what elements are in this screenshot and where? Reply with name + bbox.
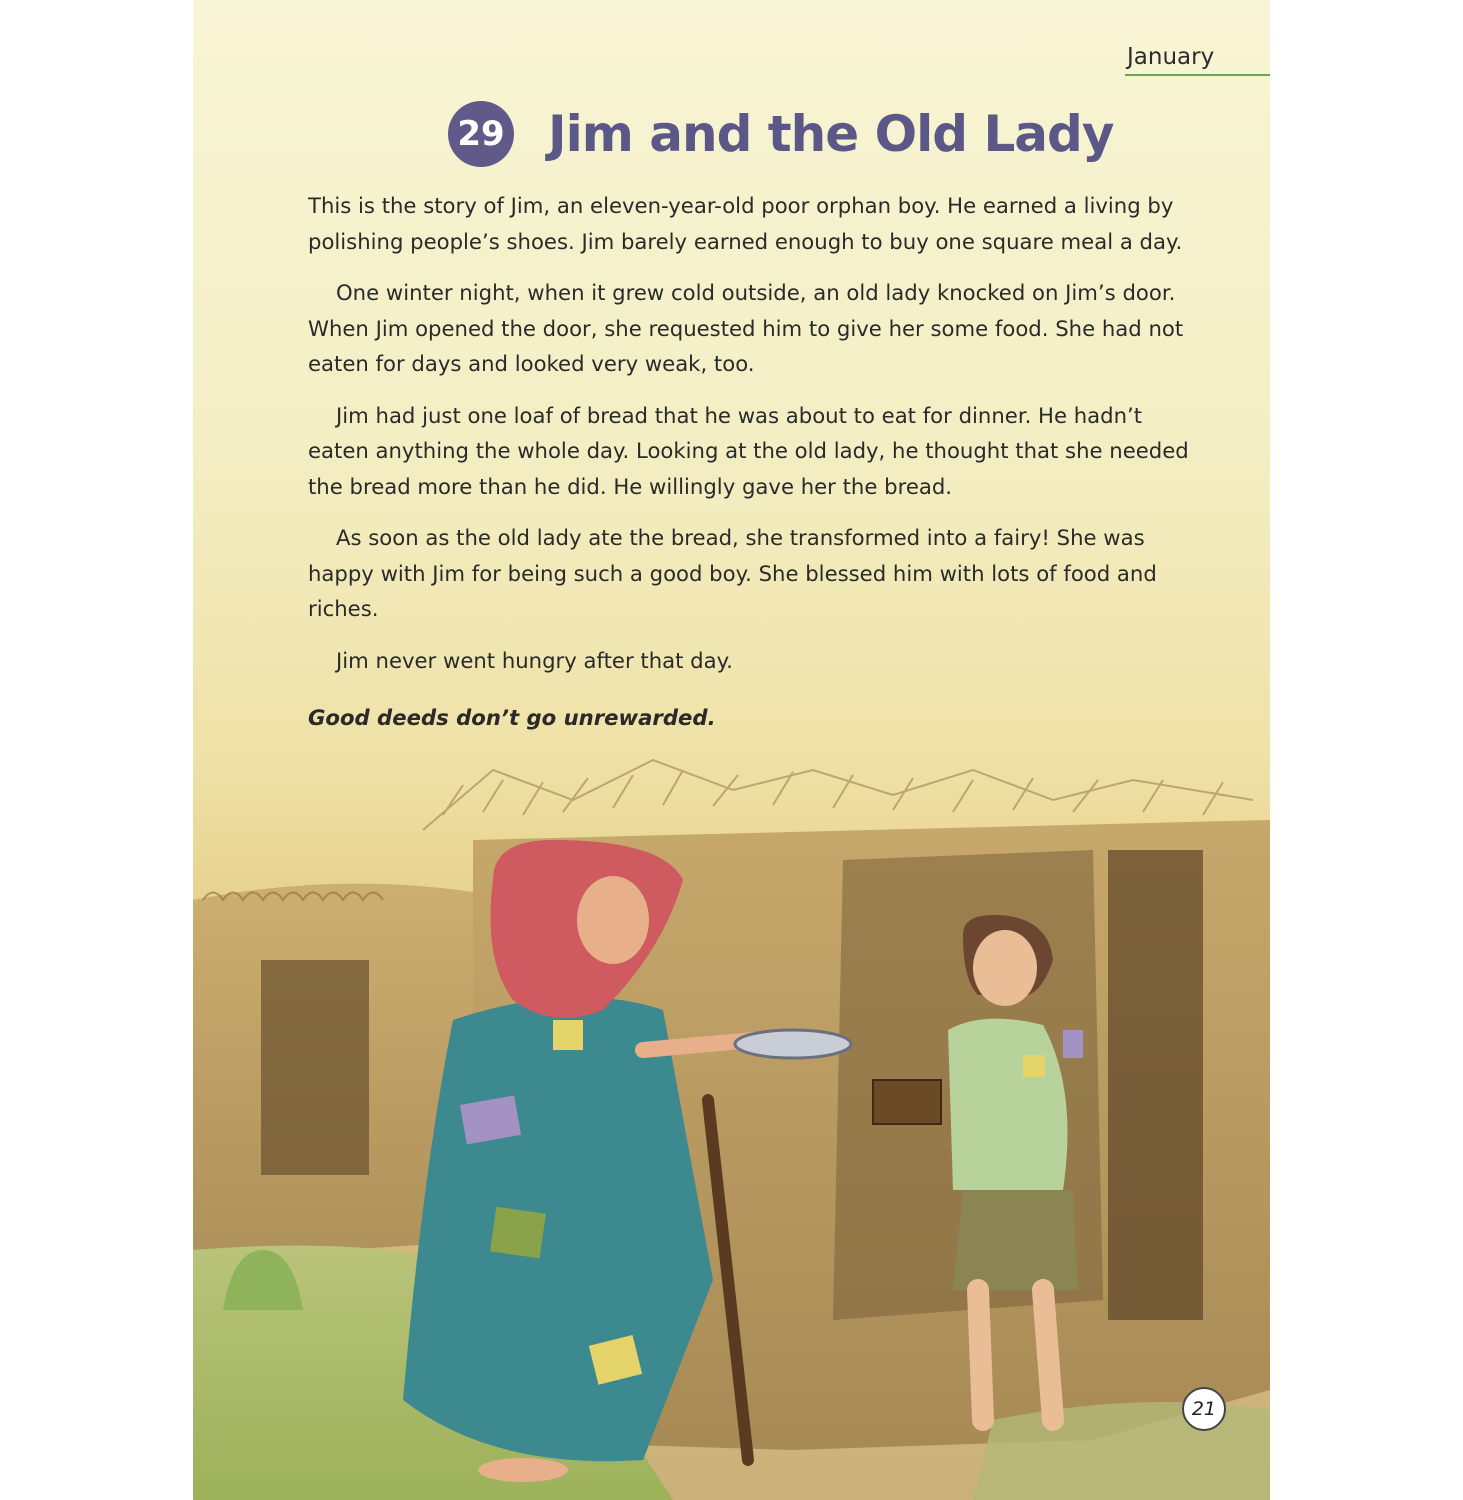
month-label: January (1125, 44, 1270, 76)
paragraph-1: This is the story of Jim, an eleven-year-old poor orphan boy. He earned a living by polishing people’s shoes. Jim barely earned enough to buy one square meal a day. (308, 193, 1183, 254)
thatch-roof (423, 760, 1253, 830)
story-text (308, 188, 1208, 752)
paragraph-3: Jim had just one loaf of bread that he was about to eat for dinner. He hadn’t eaten anything the whole day. Looking at the old lady, he thought that she needed the bread more than he did. He willingly gave her the bread. (308, 402, 1189, 499)
right-window (1108, 850, 1203, 1320)
paragraph-2: One winter night, when it grew cold outside, an old lady knocked on Jim’s door. When Jim opened the door, she requested him to give her some food. She had not eaten for days and looked very weak, too. (308, 280, 1184, 376)
story-title: Jim and the Old Lady (548, 105, 1114, 163)
paragraph-4: As soon as the old lady ate the bread, she transformed into a fairy! She was happy with Jim for being such a good boy. She blessed him with lots of food and riches. (308, 525, 1157, 621)
story-header (448, 96, 1113, 172)
story-number-badge: 29 (448, 101, 514, 167)
story-moral: Good deeds don’t go unrewarded. (308, 705, 716, 730)
page-number: 21 (1182, 1387, 1226, 1431)
paragraph-5: Jim never went hungry after that day. (336, 647, 733, 673)
left-hut-window (261, 960, 369, 1175)
book-page (193, 0, 1270, 1500)
